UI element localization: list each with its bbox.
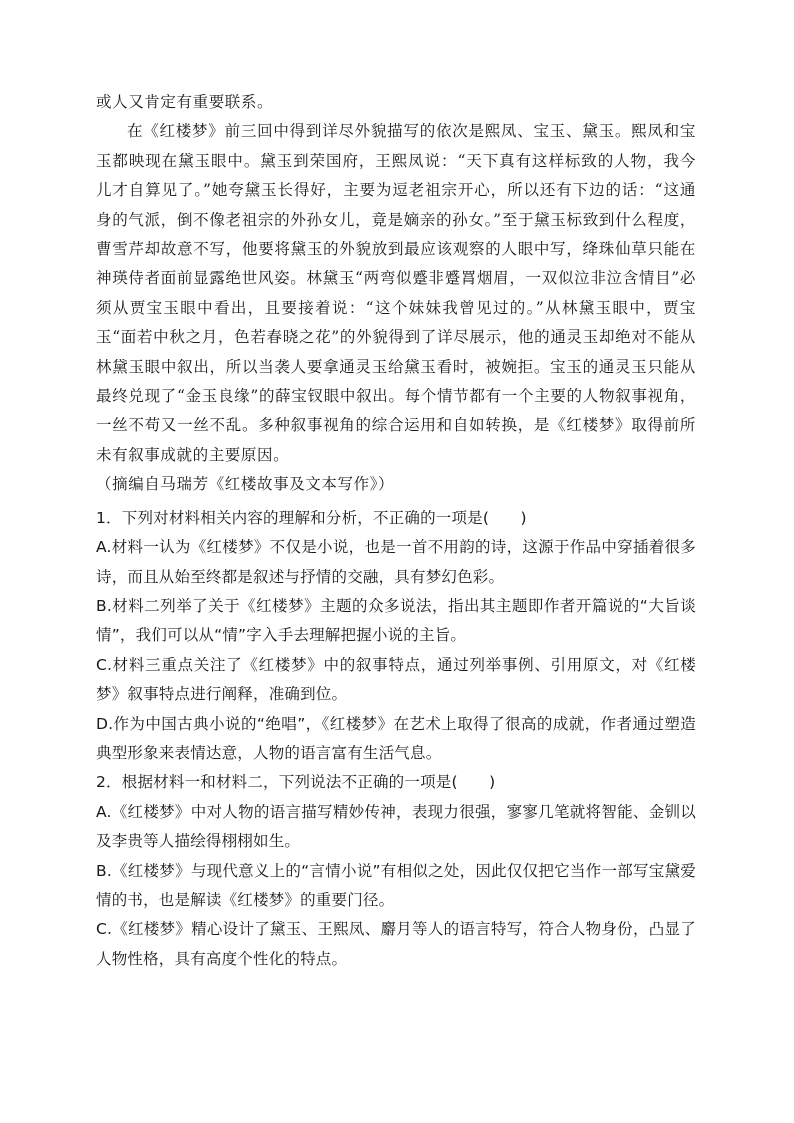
question-1-option-a: A.材料一认为《红楼梦》不仅是小说，也是一首不用韵的诗，这源于作品中穿插着很多诗，而且从始至终都是叙述与抒情的交融，具有梦幻色彩。 <box>96 538 696 586</box>
question-1-stem: 1．下列对材料相关内容的理解和分析，不正确的一项是( ) <box>96 508 527 527</box>
question-1-option-d: D.作为中国古典小说的“绝唱”，《红楼梦》在艺术上取得了很高的成就，作者通过塑造典型形象来表情达意，人物的语言富有生活气息。 <box>96 714 696 762</box>
passage-paragraph: 在《红楼梦》前三回中得到详尽外貌描写的依次是熙凤、宝玉、黛玉。熙凤和宝玉都映现在黛玉眼中。黛玉到荣国府，王熙凤说：“天下真有这样标致的人物，我今儿才自算见了。”她夸黛玉长得好，主要为逗老祖宗开心，所以还有下边的话：“这通身的气派，倒不像老祖宗的外孙女儿，竟是嫡亲的孙女。”至于黛玉标致到什么程度，曹雪芹却故意不写，他要将黛玉的外貌放到最应该观察的人眼中写，绛珠仙草只能在神瑛侍者面前显露绝世风姿。林黛玉“两弯似蹙非蹙罥烟眉，一双似泣非泣含情目”必须从贾宝玉眼中看出，且要接着说：“这个妹妹我曾见过的。”从林黛玉眼中，贾宝玉“面若中秋之月，色若春晓之花”的外貌得到了详尽展示，他的通灵玉却绝对不能从林黛玉眼中叙出，所以当袭人要拿通灵玉给黛玉看时，被婉拒。宝玉的通灵玉只能从最终兑现了“金玉良缘”的薛宝钗眼中叙出。每个情节都有一个主要的人物叙事视角，一丝不苟又一丝不乱。多种叙事视角的综合运用和自如转换，是《红楼梦》取得前所未有叙事成就的主要原因。 <box>96 122 696 464</box>
question-2-option-b: B.《红楼梦》与现代意义上的“言情小说”有相似之处，因此仅仅把它当作一部写宝黛爱情的书，也是解读《红楼梦》的重要门径。 <box>96 861 696 909</box>
questions-section <box>96 504 696 975</box>
question-1-option-c: C.材料三重点关注了《红楼梦》中的叙事特点，通过列举事例、引用原文，对《红楼梦》叙事特点进行阐释，准确到位。 <box>96 655 696 704</box>
document-page <box>96 88 696 974</box>
question-1-option-b: B.材料二列举了关于《红楼梦》主题的众多说法，指出其主题即作者开篇说的“大旨谈情”，我们可以从“情”字入手去理解把握小说的主旨。 <box>96 596 696 645</box>
question-2-option-a: A.《红楼梦》中对人物的语言描写精妙传神，表现力很强，寥寥几笔就将智能、金钏以及李贵等人描绘得栩栩如生。 <box>96 802 696 851</box>
reading-passage <box>96 88 696 500</box>
passage-source: （摘编自马瑞芳《红楼故事及文本写作》） <box>96 475 395 494</box>
question-2-stem: 2．根据材料一和材料二，下列说法不正确的一项是( ) <box>96 773 496 792</box>
passage-lead-line: 或人又肯定有重要联系。 <box>96 93 274 111</box>
question-2-option-c: C.《红楼梦》精心设计了黛玉、王熙凤、麝月等人的语言特写，符合人物身份，凸显了人物性格，具有高度个性化的特点。 <box>96 920 696 968</box>
